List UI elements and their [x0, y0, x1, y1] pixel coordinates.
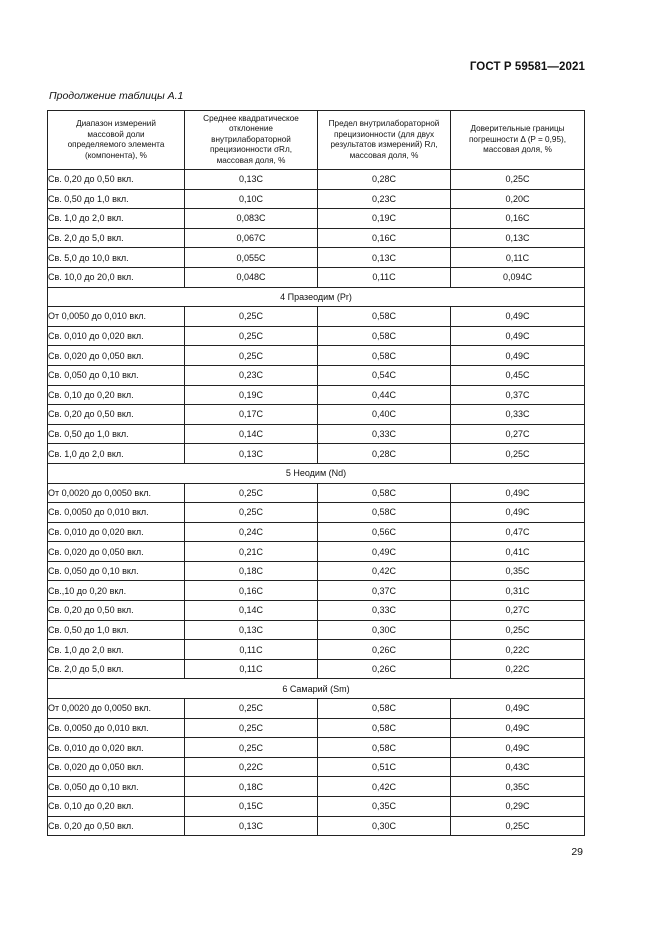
page-number: 29 [571, 846, 583, 858]
sigma-cell: 0,067C [185, 228, 318, 248]
range-cell: Св. 0,20 до 0,50 вкл. [48, 816, 185, 836]
header-delta-line: погрешности Δ (P = 0,95), [468, 134, 566, 144]
delta-cell: 0,31C [451, 581, 585, 601]
range-cell: Св. 0,20 до 0,50 вкл. [48, 405, 185, 425]
delta-cell: 0,27C [451, 601, 585, 621]
section-title: 6 Самарий (Sm) [48, 679, 585, 699]
delta-cell: 0,25C [451, 444, 585, 464]
header-delta-line: Доверительные границы [470, 124, 565, 134]
delta-cell: 0,27C [451, 424, 585, 444]
delta-cell: 0,16C [451, 209, 585, 229]
delta-cell: 0,25C [451, 816, 585, 836]
section-row [48, 679, 585, 699]
sigma-cell: 0,25C [185, 483, 318, 503]
header-sigma-line: Среднее квадратическое [203, 113, 299, 123]
header-range-line: (компонента), % [85, 150, 147, 160]
table-row [48, 405, 585, 425]
range-cell: Св. 0,50 до 1,0 вкл. [48, 620, 185, 640]
range-cell: Св. 0,10 до 0,20 вкл. [48, 385, 185, 405]
limit-cell: 0,58C [318, 483, 451, 503]
limit-cell: 0,58C [318, 699, 451, 719]
header-sigma [185, 111, 318, 170]
table-header-row [48, 111, 585, 170]
table-row [48, 503, 585, 523]
document-code: ГОСТ Р 59581—2021 [469, 61, 585, 73]
sigma-cell: 0,25C [185, 738, 318, 758]
range-cell: Св. 0,0050 до 0,010 вкл. [48, 503, 185, 523]
sigma-cell: 0,24C [185, 522, 318, 542]
delta-cell: 0,35C [451, 777, 585, 797]
limit-cell: 0,30C [318, 620, 451, 640]
header-limit [318, 111, 451, 170]
range-cell: Св. 0,010 до 0,020 вкл. [48, 738, 185, 758]
limit-cell: 0,42C [318, 561, 451, 581]
sigma-cell: 0,25C [185, 307, 318, 327]
section-title: 5 Неодим (Nd) [48, 463, 585, 483]
sigma-cell: 0,25C [185, 503, 318, 523]
header-limit-line: Предел внутрилабораторной [328, 119, 440, 128]
range-cell: Св. 0,10 до 0,20 вкл. [48, 797, 185, 817]
limit-cell: 0,51C [318, 757, 451, 777]
table-row [48, 522, 585, 542]
sigma-cell: 0,13C [185, 170, 318, 190]
limit-cell: 0,16C [318, 228, 451, 248]
range-cell: Св. 10,0 до 20,0 вкл. [48, 267, 185, 287]
range-cell: Св. 0,50 до 1,0 вкл. [48, 189, 185, 209]
table-row [48, 326, 585, 346]
sigma-cell: 0,17C [185, 405, 318, 425]
section-row [48, 463, 585, 483]
delta-cell: 0,25C [451, 620, 585, 640]
header-range [48, 111, 185, 170]
delta-cell: 0,13C [451, 228, 585, 248]
sigma-cell: 0,25C [185, 326, 318, 346]
limit-cell: 0,54C [318, 365, 451, 385]
delta-cell: 0,33C [451, 405, 585, 425]
table-row [48, 581, 585, 601]
range-cell: Св. 2,0 до 5,0 вкл. [48, 659, 185, 679]
range-cell: Св. 1,0 до 2,0 вкл. [48, 640, 185, 660]
table-row [48, 797, 585, 817]
sigma-cell: 0,10C [185, 189, 318, 209]
delta-cell: 0,35C [451, 561, 585, 581]
delta-cell: 0,49C [451, 503, 585, 523]
table-row [48, 483, 585, 503]
table-row [48, 346, 585, 366]
table-row [48, 620, 585, 640]
header-delta [451, 111, 585, 170]
range-cell: От 0,0020 до 0,0050 вкл. [48, 483, 185, 503]
sigma-cell: 0,19C [185, 385, 318, 405]
table-row [48, 718, 585, 738]
delta-cell: 0,20C [451, 189, 585, 209]
limit-cell: 0,35C [318, 797, 451, 817]
range-cell: Св. 0,0050 до 0,010 вкл. [48, 718, 185, 738]
sigma-cell: 0,13C [185, 816, 318, 836]
table-row [48, 444, 585, 464]
limit-cell: 0,37C [318, 581, 451, 601]
delta-cell: 0,47C [451, 522, 585, 542]
table-row [48, 601, 585, 621]
range-cell: Св. 2,0 до 5,0 вкл. [48, 228, 185, 248]
table-row [48, 307, 585, 327]
header-sigma-line: отклонение [229, 124, 273, 134]
table-row [48, 816, 585, 836]
sigma-cell: 0,18C [185, 561, 318, 581]
sigma-cell: 0,083C [185, 209, 318, 229]
limit-cell: 0,42C [318, 777, 451, 797]
range-cell: Св. 0,020 до 0,050 вкл. [48, 542, 185, 562]
range-cell: От 0,0050 до 0,010 вкл. [48, 307, 185, 327]
delta-cell: 0,29C [451, 797, 585, 817]
sigma-cell: 0,15C [185, 797, 318, 817]
header-range-line: Диапазон измерений [76, 119, 156, 128]
limit-cell: 0,26C [318, 640, 451, 660]
limit-cell: 0,19C [318, 209, 451, 229]
delta-cell: 0,49C [451, 307, 585, 327]
table-continuation-caption: Продолжение таблицы А.1 [49, 90, 184, 102]
sigma-cell: 0,11C [185, 640, 318, 660]
limit-cell: 0,58C [318, 307, 451, 327]
range-cell: Св. 0,050 до 0,10 вкл. [48, 561, 185, 581]
limit-cell: 0,56C [318, 522, 451, 542]
sigma-cell: 0,25C [185, 699, 318, 719]
delta-cell: 0,49C [451, 483, 585, 503]
range-cell: Св.,10 до 0,20 вкл. [48, 581, 185, 601]
sigma-cell: 0,13C [185, 620, 318, 640]
limit-cell: 0,58C [318, 326, 451, 346]
sigma-cell: 0,25C [185, 346, 318, 366]
sigma-cell: 0,16C [185, 581, 318, 601]
delta-cell: 0,45C [451, 365, 585, 385]
range-cell: Св. 0,50 до 1,0 вкл. [48, 424, 185, 444]
table-row [48, 757, 585, 777]
limit-cell: 0,33C [318, 601, 451, 621]
delta-cell: 0,49C [451, 326, 585, 346]
header-limit-line: массовая доля, % [349, 150, 419, 160]
section-row [48, 287, 585, 307]
delta-cell: 0,49C [451, 738, 585, 758]
limit-cell: 0,23C [318, 189, 451, 209]
sigma-cell: 0,14C [185, 424, 318, 444]
header-sigma-line: массовая доля, % [216, 155, 286, 165]
table-row [48, 424, 585, 444]
sigma-cell: 0,14C [185, 601, 318, 621]
limit-cell: 0,40C [318, 405, 451, 425]
sigma-cell: 0,23C [185, 365, 318, 385]
limit-cell: 0,13C [318, 248, 451, 268]
limit-cell: 0,28C [318, 170, 451, 190]
table-row [48, 699, 585, 719]
limit-cell: 0,58C [318, 738, 451, 758]
data-table [47, 110, 585, 836]
range-cell: Св. 0,20 до 0,50 вкл. [48, 170, 185, 190]
table-row [48, 365, 585, 385]
range-cell: Св. 1,0 до 2,0 вкл. [48, 209, 185, 229]
table-row [48, 209, 585, 229]
limit-cell: 0,58C [318, 503, 451, 523]
table-row [48, 248, 585, 268]
delta-cell: 0,22C [451, 640, 585, 660]
header-delta-line: массовая доля, % [483, 145, 552, 155]
table-row [48, 189, 585, 209]
range-cell: Св. 0,050 до 0,10 вкл. [48, 365, 185, 385]
limit-cell: 0,49C [318, 542, 451, 562]
delta-cell: 0,11C [451, 248, 585, 268]
delta-cell: 0,094C [451, 267, 585, 287]
sigma-cell: 0,21C [185, 542, 318, 562]
delta-cell: 0,37C [451, 385, 585, 405]
table-row [48, 542, 585, 562]
header-range-line: массовой доли [87, 129, 145, 139]
section-title: 4 Празеодим (Pr) [48, 287, 585, 307]
header-limit-line: результатов измерений) Rл, [330, 140, 438, 149]
sigma-cell: 0,11C [185, 659, 318, 679]
limit-cell: 0,26C [318, 659, 451, 679]
table-row [48, 659, 585, 679]
limit-cell: 0,33C [318, 424, 451, 444]
range-cell: Св. 0,20 до 0,50 вкл. [48, 601, 185, 621]
header-range-line: определяемого элемента [67, 140, 165, 149]
table-row [48, 267, 585, 287]
sigma-cell: 0,25C [185, 718, 318, 738]
table-row [48, 385, 585, 405]
sigma-cell: 0,18C [185, 777, 318, 797]
delta-cell: 0,41C [451, 542, 585, 562]
delta-cell: 0,49C [451, 699, 585, 719]
sigma-cell: 0,055C [185, 248, 318, 268]
table-row [48, 777, 585, 797]
sigma-cell: 0,22C [185, 757, 318, 777]
delta-cell: 0,22C [451, 659, 585, 679]
delta-cell: 0,43C [451, 757, 585, 777]
limit-cell: 0,58C [318, 346, 451, 366]
limit-cell: 0,28C [318, 444, 451, 464]
sigma-cell: 0,13C [185, 444, 318, 464]
table-row [48, 561, 585, 581]
range-cell: Св. 5,0 до 10,0 вкл. [48, 248, 185, 268]
range-cell: Св. 0,010 до 0,020 вкл. [48, 326, 185, 346]
header-sigma-line: прецизионности σRл, [210, 145, 292, 155]
delta-cell: 0,49C [451, 718, 585, 738]
table-row [48, 738, 585, 758]
header-sigma-line: внутрилабораторной [211, 134, 291, 144]
header-limit-line: прецизионности (для двух [333, 129, 435, 139]
table-row [48, 228, 585, 248]
range-cell: Св. 0,020 до 0,050 вкл. [48, 346, 185, 366]
delta-cell: 0,25C [451, 170, 585, 190]
limit-cell: 0,30C [318, 816, 451, 836]
table-row [48, 640, 585, 660]
table-row [48, 170, 585, 190]
delta-cell: 0,49C [451, 346, 585, 366]
sigma-cell: 0,048C [185, 267, 318, 287]
range-cell: От 0,0020 до 0,0050 вкл. [48, 699, 185, 719]
limit-cell: 0,11C [318, 267, 451, 287]
limit-cell: 0,44C [318, 385, 451, 405]
range-cell: Св. 0,020 до 0,050 вкл. [48, 757, 185, 777]
range-cell: Св. 1,0 до 2,0 вкл. [48, 444, 185, 464]
range-cell: Св. 0,050 до 0,10 вкл. [48, 777, 185, 797]
range-cell: Св. 0,010 до 0,020 вкл. [48, 522, 185, 542]
limit-cell: 0,58C [318, 718, 451, 738]
